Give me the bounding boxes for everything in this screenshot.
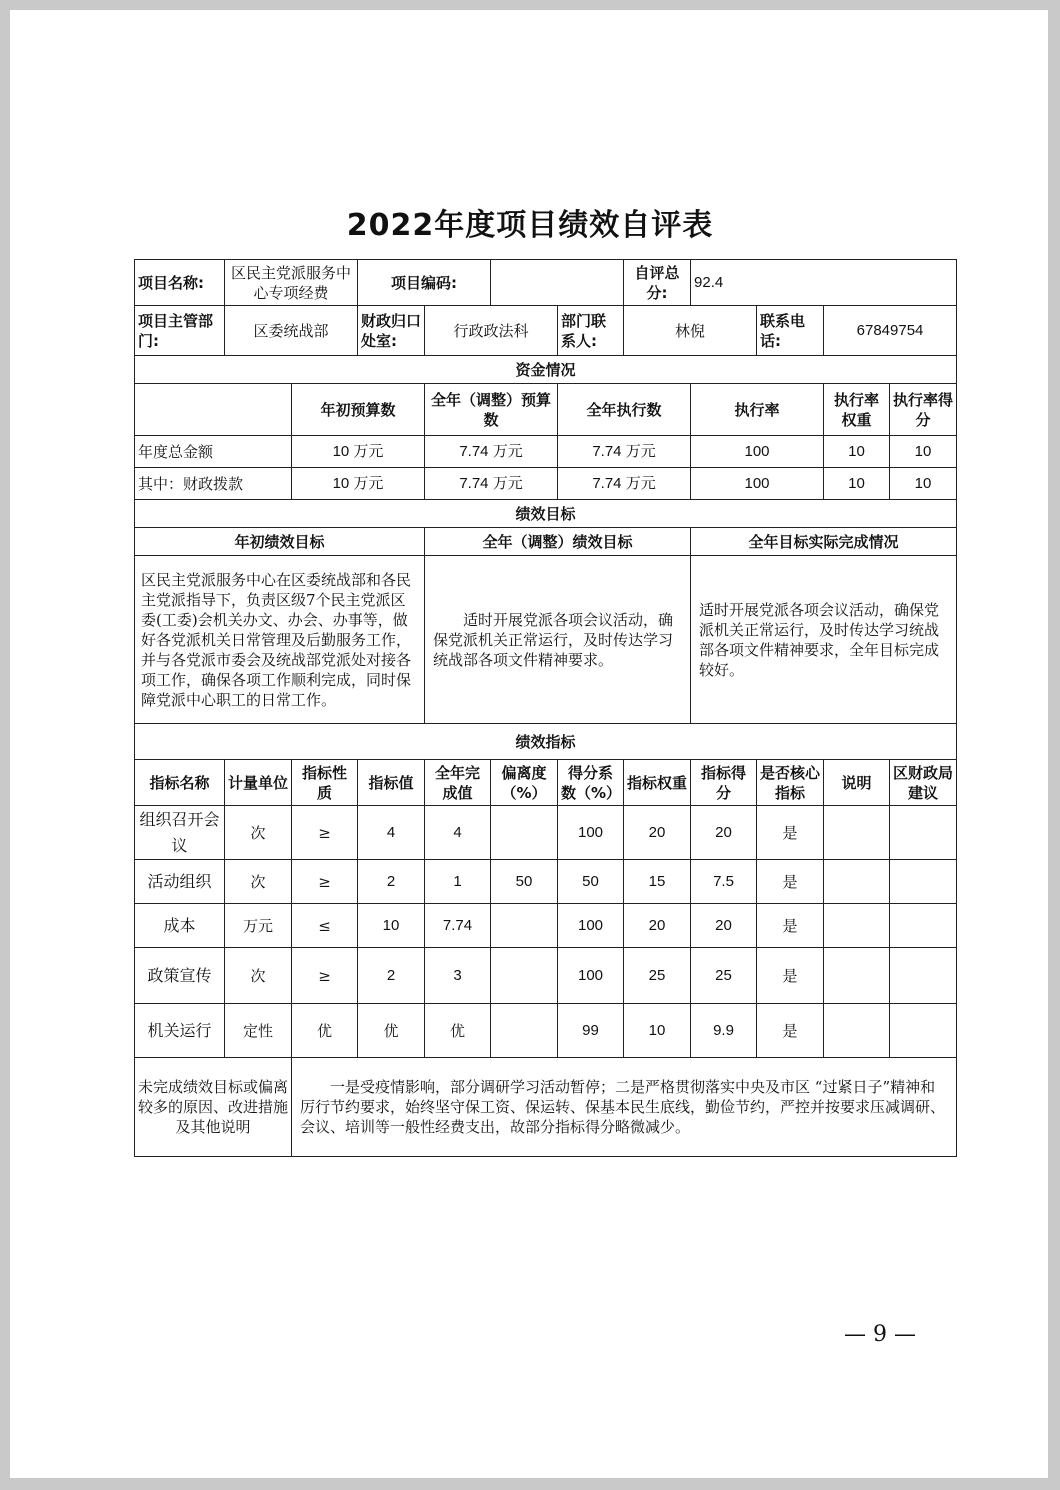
indicator-cell <box>890 904 957 948</box>
indicator-cell: ≥ <box>292 806 358 860</box>
funds-section-title: 资金情况 <box>135 356 957 384</box>
project-name-value: 区民主党派服务中心专项经费 <box>225 260 358 306</box>
indicator-name: 机关运行 <box>135 1004 225 1058</box>
goals-col-initial: 年初绩效目标 <box>135 528 425 556</box>
indicator-cell: 100 <box>558 948 624 1004</box>
indicator-col-deviation: 偏离度（%） <box>491 760 558 806</box>
funds-row-fiscal <box>135 468 957 500</box>
indicator-cell: 3 <box>425 948 491 1004</box>
indicator-cell: 优 <box>358 1004 425 1058</box>
indicator-cell <box>890 806 957 860</box>
indicator-cell: ≥ <box>292 860 358 904</box>
indicator-cell <box>824 860 890 904</box>
finance-office-value: 行政政法科 <box>425 306 558 356</box>
indicator-name: 组织召开会议 <box>135 806 225 860</box>
goals-header-row <box>135 528 957 556</box>
indicator-cell <box>491 904 558 948</box>
funds-col-exec-rate: 执行率 <box>691 384 824 436</box>
page-number: — 9 — <box>844 1322 916 1347</box>
indicator-col-name: 指标名称 <box>135 760 225 806</box>
indicator-col-finance-advice: 区财政局建议 <box>890 760 957 806</box>
indicator-name: 活动组织 <box>135 860 225 904</box>
indicator-cell: 次 <box>225 948 292 1004</box>
indicators-section-title: 绩效指标 <box>135 724 957 760</box>
funds-col-rate-score: 执行率得分 <box>890 384 957 436</box>
funds-row-label: 其中：财政拨款 <box>135 468 292 500</box>
funds-section-row <box>135 356 957 384</box>
indicator-cell: 20 <box>624 806 691 860</box>
funds-cell: 10 万元 <box>292 468 425 500</box>
indicator-cell: 10 <box>358 904 425 948</box>
indicator-cell <box>824 1004 890 1058</box>
indicator-cell: 20 <box>624 904 691 948</box>
indicator-row <box>135 904 957 948</box>
indicator-name: 政策宣传 <box>135 948 225 1004</box>
indicator-col-actual: 全年完成值 <box>425 760 491 806</box>
header-row-1 <box>135 260 957 306</box>
indicator-cell <box>824 948 890 1004</box>
funds-cell: 7.74 万元 <box>558 468 691 500</box>
finance-office-label: 财政归口处室: <box>358 306 425 356</box>
project-code-value <box>491 260 624 306</box>
indicator-cell: 7.74 <box>425 904 491 948</box>
funds-cell: 7.74 万元 <box>558 436 691 468</box>
indicator-cell: 2 <box>358 860 425 904</box>
goals-actual-text: 适时开展党派各项会议活动，确保党派机关正常运行，及时传达学习统战部各项文件精神要求，全年目标完成较好。 <box>691 556 957 724</box>
evaluation-table <box>134 259 957 1157</box>
indicator-cell: ≤ <box>292 904 358 948</box>
funds-row-total <box>135 436 957 468</box>
dept-value: 区委统战部 <box>225 306 358 356</box>
indicator-col-unit: 计量单位 <box>225 760 292 806</box>
goals-content-row <box>135 556 957 724</box>
indicator-cell: 是 <box>757 1004 824 1058</box>
funds-col-blank <box>135 384 292 436</box>
indicator-cell: 100 <box>558 806 624 860</box>
indicator-row <box>135 948 957 1004</box>
indicator-col-weight: 指标权重 <box>624 760 691 806</box>
indicator-cell: 优 <box>292 1004 358 1058</box>
page-title: 2022年度项目绩效自评表 <box>346 208 714 243</box>
indicator-cell: 2 <box>358 948 425 1004</box>
funds-col-executed: 全年执行数 <box>558 384 691 436</box>
funds-cell: 10 <box>824 468 890 500</box>
indicator-cell <box>491 1004 558 1058</box>
indicators-section-row <box>135 724 957 760</box>
indicator-cell: 次 <box>225 860 292 904</box>
indicator-cell: 定性 <box>225 1004 292 1058</box>
indicator-cell: 次 <box>225 806 292 860</box>
indicator-cell: 25 <box>624 948 691 1004</box>
funds-cell: 10 万元 <box>292 436 425 468</box>
goals-section-row <box>135 500 957 528</box>
indicator-cell <box>824 806 890 860</box>
indicator-cell: 20 <box>691 806 757 860</box>
goals-col-adjusted: 全年（调整）绩效目标 <box>425 528 691 556</box>
indicator-cell <box>890 1004 957 1058</box>
indicator-name: 成本 <box>135 904 225 948</box>
funds-col-adjusted-budget: 全年（调整）预算数 <box>425 384 558 436</box>
phone-value: 67849754 <box>824 306 957 356</box>
funds-row-label: 年度总金额 <box>135 436 292 468</box>
goals-adjusted-text: 适时开展党派各项会议活动，确保党派机关正常运行，及时传达学习统战部各项文件精神要求。 <box>425 556 691 724</box>
indicator-cell: 9.9 <box>691 1004 757 1058</box>
funds-cell: 100 <box>691 468 824 500</box>
goals-initial-text: 区民主党派服务中心在区委统战部和各民主党派指导下，负责区级7个民主党派区委(工委)会机关办文、办会、办事等，做好各党派机关日常管理及后勤服务工作，并与各党派市委会及统战部党派处对接各项工作，确保各项工作顺利完成，同时保障党派中心职工的日常工作。 <box>135 556 425 724</box>
funds-cell: 100 <box>691 436 824 468</box>
project-name-label: 项目名称: <box>135 260 225 306</box>
indicators-header-row <box>135 760 957 806</box>
funds-cell: 10 <box>890 468 957 500</box>
indicator-cell: 99 <box>558 1004 624 1058</box>
indicator-row <box>135 860 957 904</box>
indicator-cell <box>491 806 558 860</box>
indicator-cell: 15 <box>624 860 691 904</box>
indicator-col-target: 指标值 <box>358 760 425 806</box>
score-value: 92.4 <box>691 260 957 306</box>
goals-section-title: 绩效目标 <box>135 500 957 528</box>
funds-header-row <box>135 384 957 436</box>
indicator-cell: 25 <box>691 948 757 1004</box>
indicator-cell: 100 <box>558 904 624 948</box>
indicator-cell: 20 <box>691 904 757 948</box>
indicator-col-coefficient: 得分系数（%） <box>558 760 624 806</box>
indicator-cell: 是 <box>757 806 824 860</box>
indicator-cell: 万元 <box>225 904 292 948</box>
goals-col-actual: 全年目标实际完成情况 <box>691 528 957 556</box>
header-row-2 <box>135 306 957 356</box>
notes-row <box>135 1058 957 1157</box>
indicator-cell: 是 <box>757 948 824 1004</box>
funds-cell: 7.74 万元 <box>425 436 558 468</box>
contact-value: 林倪 <box>624 306 757 356</box>
notes-label: 未完成绩效目标或偏离较多的原因、改进措施及其他说明 <box>135 1058 292 1157</box>
indicator-cell: 是 <box>757 860 824 904</box>
dept-label: 项目主管部门: <box>135 306 225 356</box>
contact-label: 部门联系人: <box>558 306 624 356</box>
indicator-col-nature: 指标性质 <box>292 760 358 806</box>
indicator-cell <box>491 948 558 1004</box>
funds-col-initial-budget: 年初预算数 <box>292 384 425 436</box>
indicator-cell <box>890 948 957 1004</box>
indicator-cell: 4 <box>358 806 425 860</box>
project-code-label: 项目编码: <box>358 260 491 306</box>
indicator-cell: 是 <box>757 904 824 948</box>
funds-cell: 7.74 万元 <box>425 468 558 500</box>
indicator-cell: ≥ <box>292 948 358 1004</box>
funds-cell: 10 <box>824 436 890 468</box>
funds-col-rate-weight: 执行率权重 <box>824 384 890 436</box>
indicator-col-note: 说明 <box>824 760 890 806</box>
indicator-cell: 优 <box>425 1004 491 1058</box>
indicator-cell: 1 <box>425 860 491 904</box>
indicator-col-score: 指标得分 <box>691 760 757 806</box>
indicator-row <box>135 1004 957 1058</box>
score-label: 自评总分: <box>624 260 691 306</box>
indicator-cell: 50 <box>558 860 624 904</box>
indicator-cell: 4 <box>425 806 491 860</box>
indicator-cell: 7.5 <box>691 860 757 904</box>
indicator-cell <box>824 904 890 948</box>
indicator-cell: 50 <box>491 860 558 904</box>
funds-cell: 10 <box>890 436 957 468</box>
notes-text: 一是受疫情影响，部分调研学习活动暂停；二是严格贯彻落实中央及市区 “过紧日子”精神和厉行节约要求，始终坚守保工资、保运转、保基本民生底线，勤俭节约，严控并按要求压减调研、会议、培训等一般性经费支出，故部分指标得分略微减少。 <box>292 1058 957 1157</box>
indicator-cell: 10 <box>624 1004 691 1058</box>
indicator-col-core: 是否核心指标 <box>757 760 824 806</box>
indicator-cell <box>890 860 957 904</box>
phone-label: 联系电话: <box>757 306 824 356</box>
indicator-row <box>135 806 957 860</box>
